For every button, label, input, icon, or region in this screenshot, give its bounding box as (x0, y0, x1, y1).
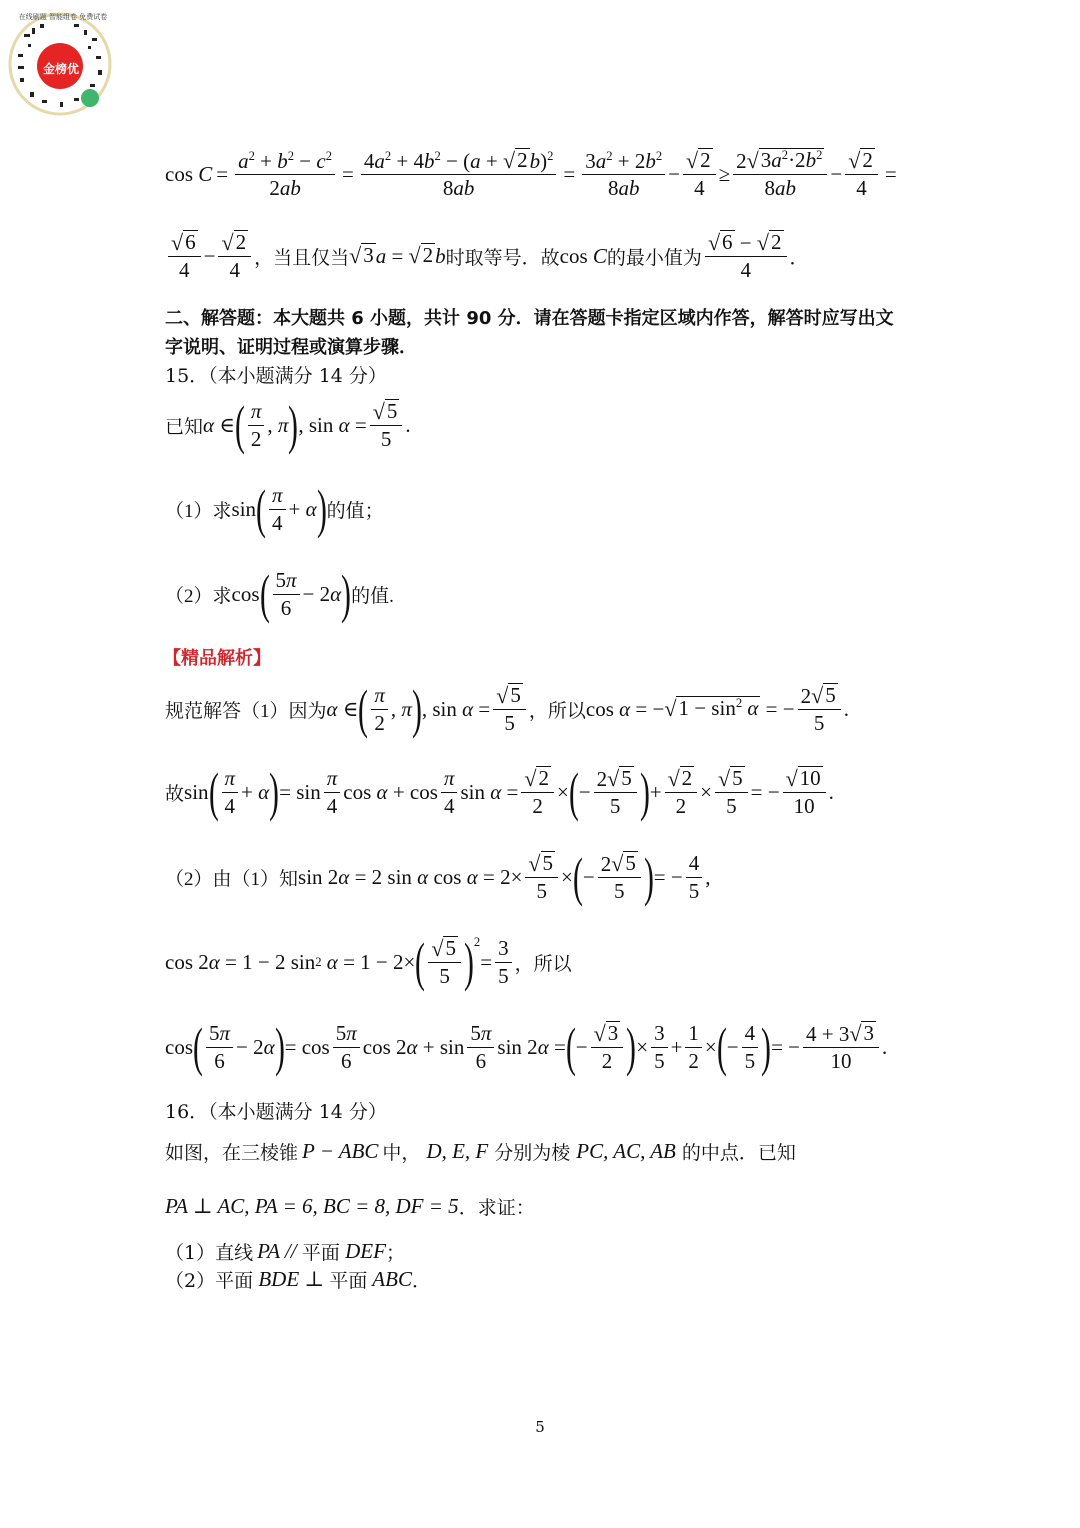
q16-given: PA ⊥ AC, PA = 6, BC = 8, DF = 5 ．求证： (165, 1194, 535, 1219)
solution-line3: （2）由（1）知 sin 2 α = 2 sin α cos α = 2× √ 5 5 × ( − 2 √ 5 5 ) = − $\frac{4}{5}$ , (165, 847, 711, 907)
cosC-derivation-line1: cos C = $\frac{a^2 + b^2 - c^2}{2ab}$ = $4a^2 + 4b^2 - (a$ + √ 2 b)$^2$ 8ab = $\frac{3a^2 + 2b^2}{8ab}$ − √ 2 4 ≥ 2 √ $3a^2\cdot 2b^2$ 8ab − √ 2 4 = (165, 148, 897, 201)
cosC-derivation-line2: √ 6 4 − √ 2 4 ，当且仅当 √ 3 a = √ 2 b 时取等号．故 cos C 的最小值为 √ 6 − √ 2 4 ． (165, 230, 809, 282)
solution-line4: cos 2 α = 1 − 2 sin 2 α = 1 − 2× ( √ 5 5 ) $^2$ = $\frac{3}{5}$ ，所以 (165, 932, 572, 992)
solution-line2: 故 sin ( $\frac{\pi}{4}$ + α ) = sin $\frac{\pi}{4}$ cos α + cos $\frac{\pi}{4}$ sin α = √ 2 2 × ( − 2 √ 5 5 ) + √ 2 2 × √ 5 5 = − √ 10 10 . (165, 762, 834, 822)
analysis-label: 【精品解析】 (163, 648, 271, 669)
q16-statement: 如图，在三棱锥 P − ABC 中， D, E, F 分别为棱 PC, AC, AB 的中点．已知 (165, 1139, 796, 1164)
q15-header: 15．（本小题满分 14 分） (165, 365, 387, 387)
q16-part2: （2）平面 BDE ⊥ 平面 ABC ． (165, 1267, 431, 1292)
solution-line1: 规范解答（1）因为 α ∈ ( $\frac{\pi}{2}$ , π ) , sin α = √ 5 5 ，所以 cos α = − √ $1 - \sin^2 \alpha$ = − 2 √ 5 5 . (165, 679, 849, 739)
brand-logo (4, 4, 116, 116)
q15-part2: （2）求 cos ( $\frac{5\pi}{6}$ − 2 α ) 的值. (165, 564, 394, 624)
page-number: 5 (535, 1418, 545, 1436)
section2-heading-cont: 字说明、证明过程或演算步骤． (165, 337, 417, 358)
logo-brand-text: 金榜优 (42, 62, 79, 76)
q15-part1: （1）求 sin ( $\frac{\pi}{4}$ + α ) 的值； (165, 479, 384, 539)
section2-heading: 二、解答题：本大题共 6 小题，共计 90 分．请在答题卡指定区域内作答，解答时应写出文 (165, 308, 894, 329)
q16-header: 16．（本小题满分 14 分） (165, 1101, 387, 1123)
q16-part1: （1）直线 PA // 平面 DEF ； (165, 1239, 405, 1264)
solution-line5: cos ( $\frac{5\pi}{6}$ − 2 α ) = cos $\frac{5\pi}{6}$ cos 2 α + sin $\frac{5\pi}{6}$ sin 2 α = ( − √ 3 2 ) × $\frac{3}{5}$ + $\frac{1}{2}$ × ( − $\frac{4}{5}$ ) = − 4 + 3 √ 3 10 . (165, 1017, 888, 1077)
logo-arc-text: 在线刷题 智能组卷 免费试卷 (18, 13, 108, 21)
q15-given: 已知 α ∈ ( $\frac{\pi}{2}$ , π ) , sin α = √ 5 5 . (165, 395, 411, 455)
